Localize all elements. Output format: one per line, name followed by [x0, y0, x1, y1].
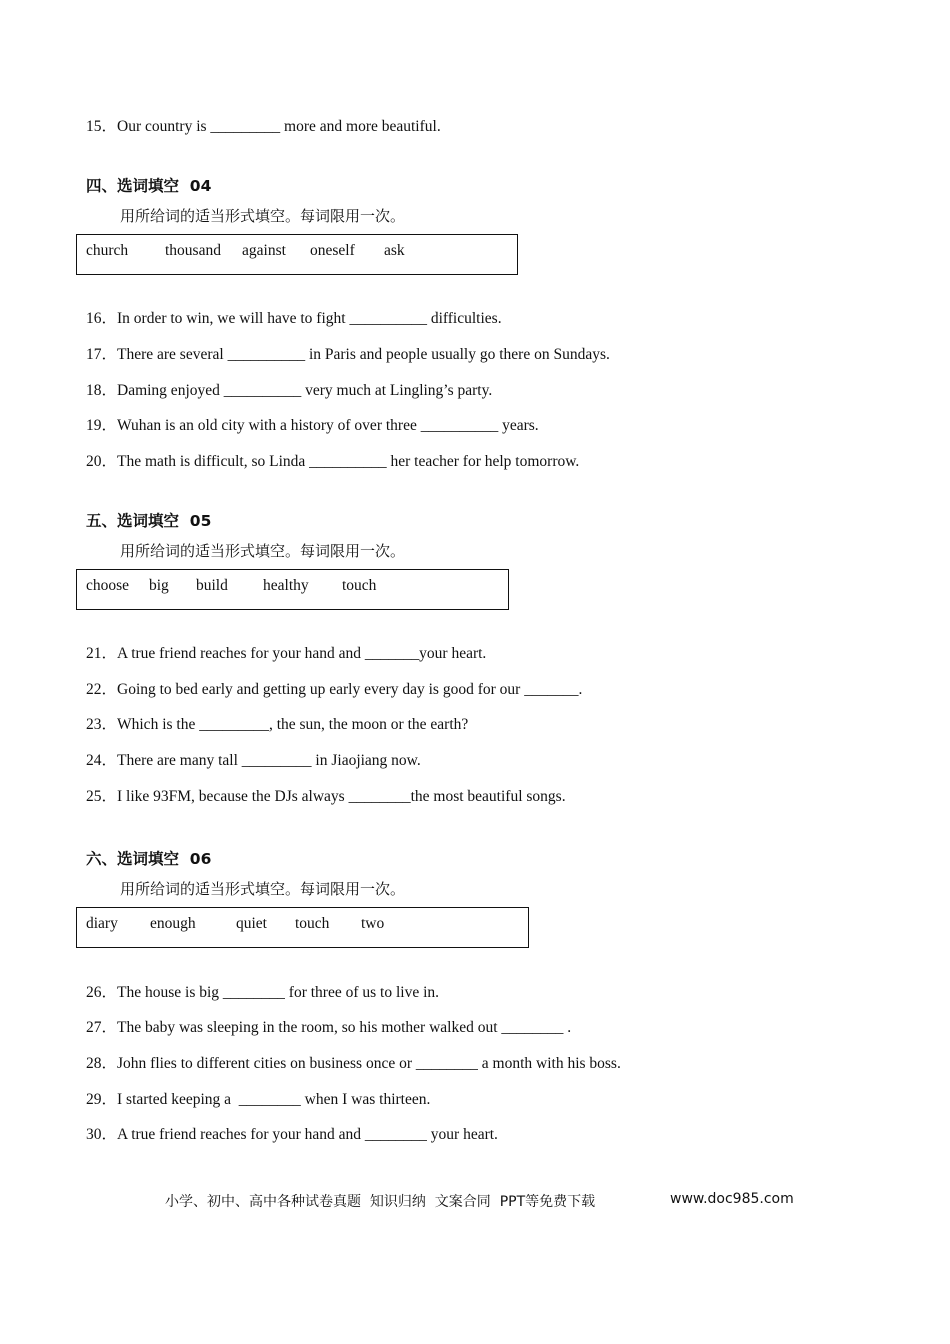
word-bank-item: ask [384, 242, 405, 259]
word-bank-item: quiet [236, 915, 267, 932]
question-29: 29．I started keeping a ________ when I was thirteen. [86, 1091, 431, 1108]
question-15: 15．Our country is _________ more and more beautiful. [86, 118, 441, 135]
question-18: 18．Daming enjoyed __________ very much at Lingling’s party. [86, 382, 493, 399]
question-16: 16．In order to win, we will have to fight __________ difficulties. [86, 310, 502, 327]
section-4-word-box [76, 234, 518, 275]
question-21: 21．A true friend reaches for your hand and _______your heart. [86, 645, 487, 662]
section-4-instruction: 用所给词的适当形式填空。每词限用一次。 [120, 207, 406, 225]
word-bank-item: thousand [165, 242, 221, 259]
word-bank-item: big [149, 577, 169, 594]
question-25: 25．I like 93FM, because the DJs always ________the most beautiful songs. [86, 788, 566, 805]
word-bank-item: oneself [310, 242, 355, 259]
word-bank-item: church [86, 242, 129, 259]
question-17: 17．There are several __________ in Paris and people usually go there on Sundays. [86, 346, 610, 363]
word-bank-item: build [196, 577, 228, 594]
section-6-heading: 六、选词填空 06 [86, 850, 212, 868]
word-bank-item: choose [86, 577, 130, 594]
section-4-heading: 四、选词填空 04 [86, 177, 212, 195]
word-bank-item: touch [342, 577, 377, 594]
footer-text: 小学、初中、高中各种试卷真题 知识归纳 文案合同 PPT等免费下载 [165, 1194, 596, 1210]
question-30: 30．A true friend reaches for your hand and ________ your heart. [86, 1126, 498, 1143]
section-5-word-box [76, 569, 509, 610]
word-bank-item: diary [86, 915, 118, 932]
question-23: 23．Which is the _________, the sun, the moon or the earth? [86, 716, 469, 733]
word-bank-item: enough [150, 915, 196, 932]
section-5-instruction: 用所给词的适当形式填空。每词限用一次。 [120, 542, 406, 560]
word-bank-item: against [242, 242, 286, 259]
word-bank-item: two [361, 915, 385, 932]
section-5-heading: 五、选词填空 05 [86, 512, 212, 530]
question-27: 27．The baby was sleeping in the room, so his mother walked out ________ . [86, 1019, 572, 1036]
question-22: 22．Going to bed early and getting up early every day is good for our _______. [86, 681, 583, 698]
word-bank-item: healthy [263, 577, 309, 594]
section-6-word-box [76, 907, 529, 948]
word-bank-item: touch [295, 915, 330, 932]
question-28: 28．John flies to different cities on business once or ________ a month with his boss. [86, 1055, 621, 1072]
question-20: 20．The math is difficult, so Linda __________ her teacher for help tomorrow. [86, 453, 580, 470]
question-24: 24．There are many tall _________ in Jiaojiang now. [86, 752, 421, 769]
question-26: 26．The house is big ________ for three of us to live in. [86, 984, 440, 1001]
section-6-instruction: 用所给词的适当形式填空。每词限用一次。 [120, 880, 406, 898]
question-19: 19．Wuhan is an old city with a history of over three __________ years. [86, 417, 539, 434]
footer-url[interactable]: www.doc985.com [670, 1191, 794, 1207]
